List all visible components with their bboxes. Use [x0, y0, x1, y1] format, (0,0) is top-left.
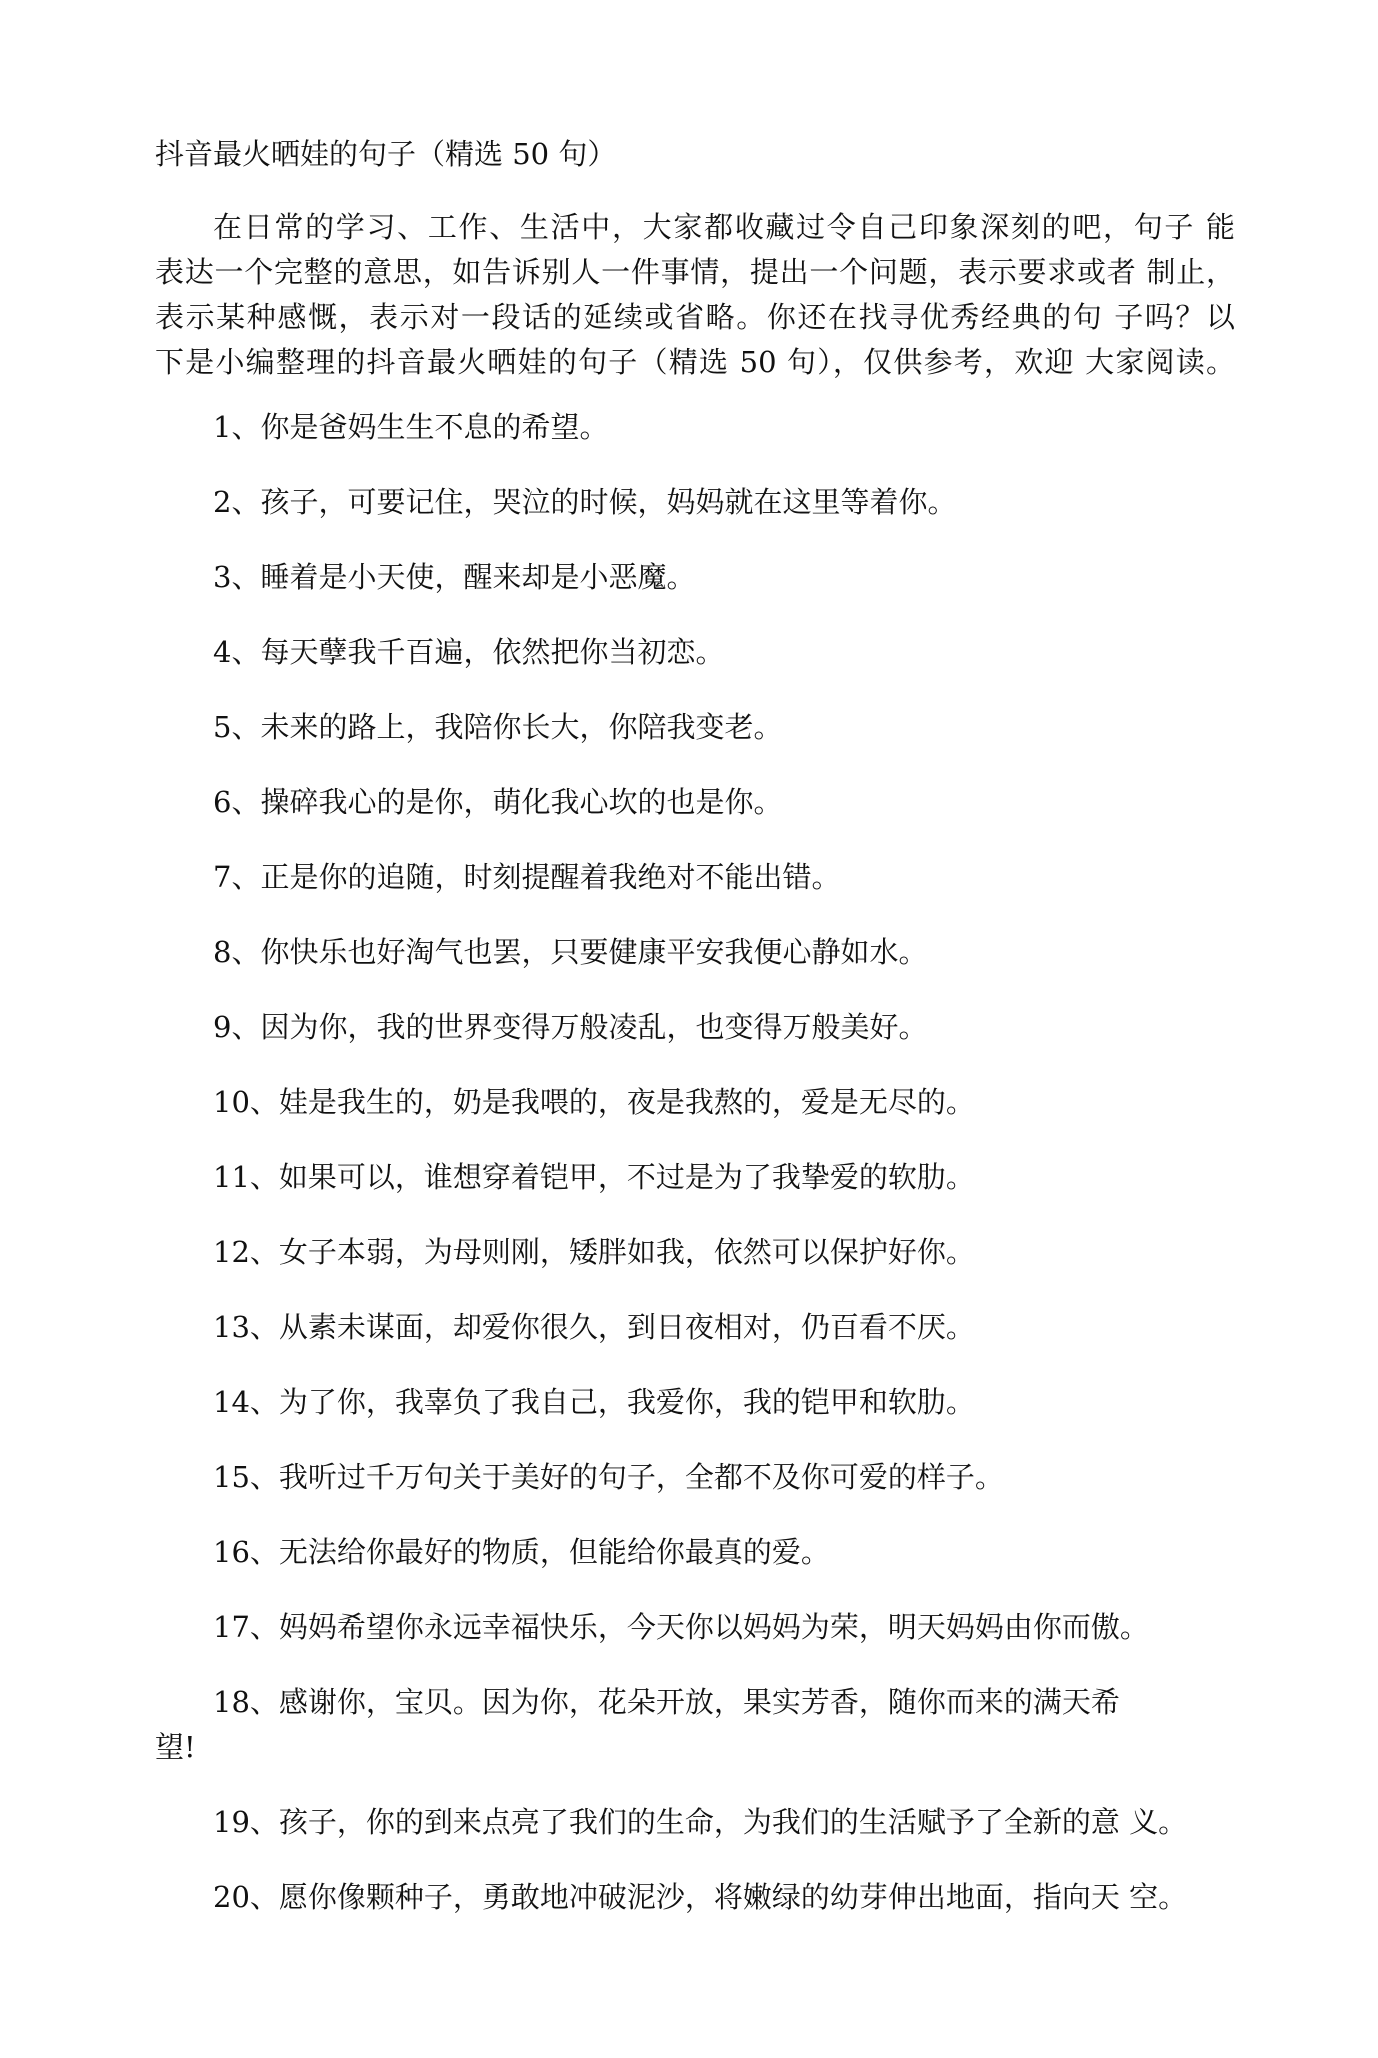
list-item: 17、妈妈希望你永远幸福快乐，今天你以妈妈为荣，明天妈妈由你而傲。 — [213, 1610, 1149, 1644]
intro-line: 表示某种感慨，表示对一段话的延续或省略。你还在找寻优秀经典的句 子吗？以 — [155, 300, 1235, 334]
list-item: 18、感谢你，宝贝。因为你，花朵开放，果实芳香，随你而来的满天希 — [213, 1685, 1120, 1719]
intro-line: 表达一个完整的意思，如告诉别人一件事情，提出一个问题，表示要求或者 制止， — [155, 255, 1235, 289]
list-item: 13、从素未谋面，却爱你很久，到日夜相对，仍百看不厌。 — [213, 1310, 975, 1344]
document-title: 抖音最火晒娃的句子（精选 50 句） — [155, 137, 617, 171]
list-item: 15、我听过千万句关于美好的句子，全都不及你可爱的样子。 — [213, 1460, 1004, 1494]
list-item: 11、如果可以，谁想穿着铠甲，不过是为了我挚爱的软肋。 — [213, 1160, 975, 1194]
list-item: 20、愿你像颗种子，勇敢地冲破泥沙，将嫩绿的幼芽伸出地面，指向天 空。 — [213, 1880, 1188, 1914]
list-item-continuation: 望! — [155, 1730, 196, 1764]
list-item: 9、因为你，我的世界变得万般凌乱，也变得万般美好。 — [213, 1010, 928, 1044]
list-item: 5、未来的路上，我陪你长大，你陪我变老。 — [213, 710, 783, 744]
list-item: 6、操碎我心的是你，萌化我心坎的也是你。 — [213, 785, 783, 819]
list-item: 12、女子本弱，为母则刚，矮胖如我，依然可以保护好你。 — [213, 1235, 975, 1269]
list-item: 3、睡着是小天使，醒来却是小恶魔。 — [213, 560, 696, 594]
list-item: 7、正是你的追随，时刻提醒着我绝对不能出错。 — [213, 860, 841, 894]
list-item: 2、孩子，可要记住，哭泣的时候，妈妈就在这里等着你。 — [213, 485, 957, 519]
intro-paragraph — [155, 205, 1235, 385]
list-item: 8、你快乐也好淘气也罢，只要健康平安我便心静如水。 — [213, 935, 928, 969]
intro-line: 在日常的学习、工作、生活中，大家都收藏过令自己印象深刻的吧，句子 能 — [213, 210, 1235, 244]
list-item: 1、你是爸妈生生不息的希望。 — [213, 410, 609, 444]
list-item: 14、为了你，我辜负了我自己，我爱你，我的铠甲和软肋。 — [213, 1385, 975, 1419]
intro-line: 下是小编整理的抖音最火晒娃的句子（精选 50 句），仅供参考，欢迎 大家阅读。 — [155, 345, 1235, 379]
list-item: 19、孩子，你的到来点亮了我们的生命，为我们的生活赋予了全新的意 义。 — [213, 1805, 1188, 1839]
list-item: 10、娃是我生的，奶是我喂的，夜是我熬的，爱是无尽的。 — [213, 1085, 975, 1119]
list-item: 16、无法给你最好的物质，但能给你最真的爱。 — [213, 1535, 830, 1569]
list-item: 4、每天孽我千百遍，依然把你当初恋。 — [213, 635, 725, 669]
